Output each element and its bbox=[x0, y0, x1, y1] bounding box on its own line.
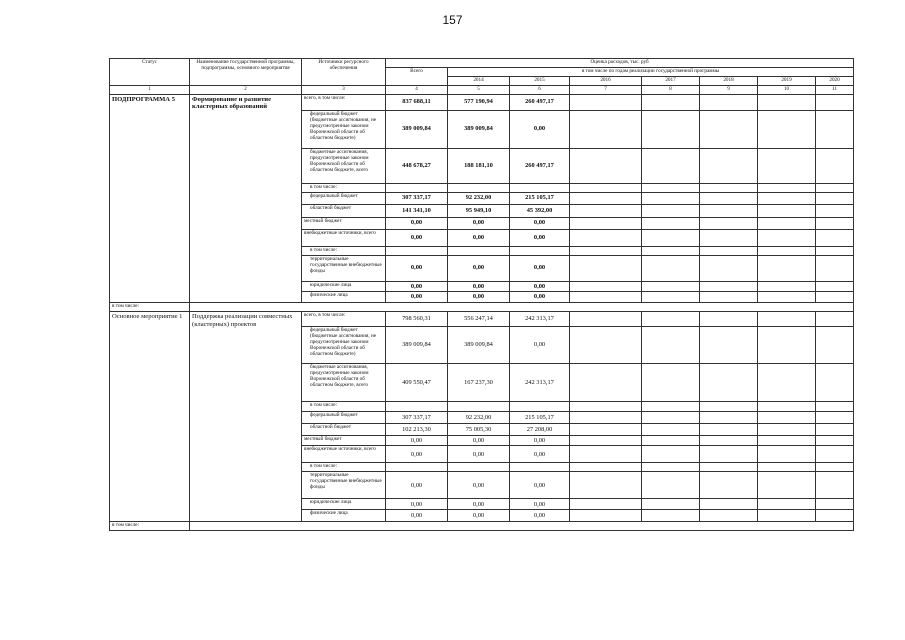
header-year: 2019 bbox=[758, 76, 816, 85]
empty-year-cell bbox=[758, 229, 816, 246]
value-cell-y2015: 0,00 bbox=[510, 217, 570, 229]
empty-year-cell bbox=[642, 423, 700, 435]
status-cell: ПОДПРОГРАММА 5 bbox=[110, 94, 190, 302]
empty-year-cell bbox=[816, 326, 854, 363]
value-cell-total: 307 337,17 bbox=[386, 192, 448, 204]
empty-year-cell bbox=[642, 204, 700, 217]
empty-year-cell bbox=[700, 435, 758, 445]
value-cell-total: 0,00 bbox=[386, 510, 448, 522]
value-cell-y2015: 0,00 bbox=[510, 326, 570, 363]
value-cell-total bbox=[386, 183, 448, 192]
column-number: 11 bbox=[816, 85, 854, 94]
value-cell-total bbox=[386, 401, 448, 411]
value-cell-y2015: 260 497,17 bbox=[510, 94, 570, 110]
empty-year-cell bbox=[758, 423, 816, 435]
column-number: 1 bbox=[110, 85, 190, 94]
value-cell-total bbox=[386, 463, 448, 472]
empty-year-cell bbox=[642, 291, 700, 302]
empty-year-cell bbox=[816, 510, 854, 522]
empty-year-cell bbox=[700, 192, 758, 204]
source-cell: внебюджетные источники, всего bbox=[302, 446, 386, 463]
value-cell-y2015 bbox=[510, 463, 570, 472]
empty-year-cell bbox=[700, 411, 758, 423]
empty-year-cell bbox=[816, 411, 854, 423]
source-cell: бюджетные ассигнования, предусмотренные законом Воронежской области об областном бюджете, всего bbox=[302, 363, 386, 401]
value-cell-total: 0,00 bbox=[386, 217, 448, 229]
empty-year-cell bbox=[570, 94, 642, 110]
table-row bbox=[110, 311, 854, 326]
empty-year-cell bbox=[570, 435, 642, 445]
value-cell-y2014: 389 009,84 bbox=[448, 326, 510, 363]
value-cell-y2014: 0,00 bbox=[448, 446, 510, 463]
source-cell: федеральный бюджет (бюджетные ассигнования, не предусмотренные законом Воронежской области об областном бюджете) bbox=[302, 110, 386, 148]
source-cell: юридические лица bbox=[302, 281, 386, 291]
empty-year-cell bbox=[816, 463, 854, 472]
empty-year-cell bbox=[700, 204, 758, 217]
empty-year-cell bbox=[700, 281, 758, 291]
empty-year-cell bbox=[700, 446, 758, 463]
empty-year-cell bbox=[758, 499, 816, 510]
empty-year-cell bbox=[570, 148, 642, 183]
name-cell: Формирование и развитие кластерных образований bbox=[190, 94, 302, 302]
header-total: Всего bbox=[386, 67, 448, 85]
column-numbers-row bbox=[110, 85, 854, 94]
empty-year-cell bbox=[570, 246, 642, 255]
source-cell: в том числе: bbox=[302, 183, 386, 192]
empty-year-cell bbox=[816, 291, 854, 302]
empty-year-cell bbox=[758, 435, 816, 445]
empty-year-cell bbox=[570, 229, 642, 246]
empty-year-cell bbox=[570, 472, 642, 499]
value-cell-y2015: 0,00 bbox=[510, 229, 570, 246]
header-by-years: в том числе по годам реализации государственной программы bbox=[448, 67, 854, 76]
value-cell-total: 389 009,84 bbox=[386, 110, 448, 148]
empty-year-cell bbox=[642, 229, 700, 246]
header-status: Статус bbox=[110, 59, 190, 86]
header-row-1 bbox=[110, 59, 854, 68]
value-cell-y2014: 75 005,30 bbox=[448, 423, 510, 435]
empty-year-cell bbox=[700, 183, 758, 192]
column-number: 3 bbox=[302, 85, 386, 94]
empty-year-cell bbox=[758, 217, 816, 229]
value-cell-y2015: 242 313,17 bbox=[510, 363, 570, 401]
including-row bbox=[110, 302, 854, 311]
empty-year-cell bbox=[642, 510, 700, 522]
empty-year-cell bbox=[700, 255, 758, 281]
source-cell: федеральный бюджет bbox=[302, 192, 386, 204]
value-cell-total bbox=[386, 246, 448, 255]
source-cell: территориальные государственные внебюджетные фонды bbox=[302, 472, 386, 499]
empty-year-cell bbox=[570, 183, 642, 192]
empty-year-cell bbox=[816, 217, 854, 229]
empty-year-cell bbox=[700, 510, 758, 522]
empty-year-cell bbox=[816, 401, 854, 411]
empty-year-cell bbox=[642, 217, 700, 229]
source-cell: бюджетные ассигнования, предусмотренные законом Воронежской области об областном бюджете, всего bbox=[302, 148, 386, 183]
empty-year-cell bbox=[570, 281, 642, 291]
empty-year-cell bbox=[642, 183, 700, 192]
empty-year-cell bbox=[570, 446, 642, 463]
empty-year-cell bbox=[758, 363, 816, 401]
column-number: 4 bbox=[386, 85, 448, 94]
empty-year-cell bbox=[700, 463, 758, 472]
empty-year-cell bbox=[816, 255, 854, 281]
empty-year-cell bbox=[758, 281, 816, 291]
value-cell-y2014: 0,00 bbox=[448, 435, 510, 445]
empty-year-cell bbox=[570, 311, 642, 326]
empty-year-cell bbox=[816, 110, 854, 148]
empty-year-cell bbox=[758, 246, 816, 255]
empty-year-cell bbox=[758, 94, 816, 110]
value-cell-total: 0,00 bbox=[386, 281, 448, 291]
header-year: 2015 bbox=[510, 76, 570, 85]
empty-year-cell bbox=[642, 255, 700, 281]
empty-year-cell bbox=[758, 255, 816, 281]
column-number: 10 bbox=[758, 85, 816, 94]
empty-year-cell bbox=[570, 291, 642, 302]
empty-year-cell bbox=[758, 411, 816, 423]
empty-year-cell bbox=[700, 110, 758, 148]
value-cell-total: 448 678,27 bbox=[386, 148, 448, 183]
value-cell-y2014: 95 949,10 bbox=[448, 204, 510, 217]
empty-year-cell bbox=[642, 246, 700, 255]
including-label: в том числе: bbox=[110, 302, 190, 311]
empty-year-cell bbox=[642, 311, 700, 326]
value-cell-total: 0,00 bbox=[386, 472, 448, 499]
source-cell: в том числе: bbox=[302, 463, 386, 472]
empty-year-cell bbox=[570, 423, 642, 435]
empty-year-cell bbox=[758, 472, 816, 499]
source-cell: территориальные государственные внебюджетные фонды bbox=[302, 255, 386, 281]
empty-year-cell bbox=[816, 423, 854, 435]
empty-year-cell bbox=[700, 472, 758, 499]
source-cell: областной бюджет bbox=[302, 423, 386, 435]
budget-table bbox=[109, 58, 854, 531]
empty-year-cell bbox=[700, 499, 758, 510]
empty-year-cell bbox=[570, 326, 642, 363]
empty-year-cell bbox=[816, 363, 854, 401]
empty-year-cell bbox=[642, 411, 700, 423]
header-year: 2018 bbox=[700, 76, 758, 85]
empty-year-cell bbox=[570, 499, 642, 510]
value-cell-y2014: 0,00 bbox=[448, 499, 510, 510]
source-cell: местный бюджет bbox=[302, 217, 386, 229]
empty-year-cell bbox=[816, 435, 854, 445]
source-cell: физические лица bbox=[302, 291, 386, 302]
value-cell-y2015: 0,00 bbox=[510, 510, 570, 522]
value-cell-total: 389 009,84 bbox=[386, 326, 448, 363]
empty-year-cell bbox=[758, 183, 816, 192]
value-cell-y2014: 167 237,30 bbox=[448, 363, 510, 401]
source-cell: местный бюджет bbox=[302, 435, 386, 445]
value-cell-y2015: 0,00 bbox=[510, 435, 570, 445]
value-cell-y2015: 0,00 bbox=[510, 281, 570, 291]
empty-year-cell bbox=[816, 281, 854, 291]
value-cell-y2014: 188 181,10 bbox=[448, 148, 510, 183]
header-year: 2017 bbox=[642, 76, 700, 85]
value-cell-y2015: 215 105,17 bbox=[510, 192, 570, 204]
empty-year-cell bbox=[642, 326, 700, 363]
header-year: 2014 bbox=[448, 76, 510, 85]
including-filler bbox=[190, 522, 854, 531]
value-cell-y2015: 0,00 bbox=[510, 110, 570, 148]
empty-year-cell bbox=[758, 401, 816, 411]
empty-year-cell bbox=[816, 148, 854, 183]
header-name: Наименование государственной программы, подпрограммы, основного мероприятия bbox=[190, 59, 302, 86]
source-cell: областной бюджет bbox=[302, 204, 386, 217]
source-cell: всего, в том числе: bbox=[302, 94, 386, 110]
value-cell-total: 0,00 bbox=[386, 255, 448, 281]
column-number: 2 bbox=[190, 85, 302, 94]
empty-year-cell bbox=[816, 499, 854, 510]
empty-year-cell bbox=[642, 446, 700, 463]
empty-year-cell bbox=[758, 192, 816, 204]
status-cell: Основное мероприятие 1 bbox=[110, 311, 190, 521]
value-cell-total: 141 341,10 bbox=[386, 204, 448, 217]
empty-year-cell bbox=[816, 204, 854, 217]
empty-year-cell bbox=[816, 229, 854, 246]
empty-year-cell bbox=[570, 255, 642, 281]
empty-year-cell bbox=[700, 148, 758, 183]
value-cell-y2014: 0,00 bbox=[448, 281, 510, 291]
empty-year-cell bbox=[758, 110, 816, 148]
value-cell-y2015: 0,00 bbox=[510, 472, 570, 499]
column-number: 5 bbox=[448, 85, 510, 94]
empty-year-cell bbox=[570, 363, 642, 401]
header-year: 2016 bbox=[570, 76, 642, 85]
value-cell-y2014: 0,00 bbox=[448, 255, 510, 281]
header-source: Источники ресурсного обеспечения bbox=[302, 59, 386, 86]
empty-year-cell bbox=[816, 192, 854, 204]
empty-year-cell bbox=[642, 281, 700, 291]
empty-year-cell bbox=[758, 463, 816, 472]
empty-year-cell bbox=[700, 326, 758, 363]
value-cell-y2015: 0,00 bbox=[510, 291, 570, 302]
value-cell-y2014: 389 009,84 bbox=[448, 110, 510, 148]
value-cell-y2015: 0,00 bbox=[510, 446, 570, 463]
header-year: 2020 bbox=[816, 76, 854, 85]
empty-year-cell bbox=[642, 499, 700, 510]
including-label: в том числе: bbox=[110, 522, 190, 531]
value-cell-y2015: 0,00 bbox=[510, 499, 570, 510]
value-cell-y2015 bbox=[510, 246, 570, 255]
empty-year-cell bbox=[816, 446, 854, 463]
value-cell-total: 0,00 bbox=[386, 446, 448, 463]
empty-year-cell bbox=[816, 183, 854, 192]
value-cell-y2014: 0,00 bbox=[448, 217, 510, 229]
empty-year-cell bbox=[570, 510, 642, 522]
empty-year-cell bbox=[700, 94, 758, 110]
empty-year-cell bbox=[642, 472, 700, 499]
table-row bbox=[110, 94, 854, 110]
value-cell-total: 0,00 bbox=[386, 499, 448, 510]
value-cell-y2014 bbox=[448, 246, 510, 255]
empty-year-cell bbox=[570, 204, 642, 217]
value-cell-y2014: 92 232,00 bbox=[448, 192, 510, 204]
source-cell: внебюджетные источники, всего bbox=[302, 229, 386, 246]
empty-year-cell bbox=[642, 110, 700, 148]
value-cell-y2015: 45 392,00 bbox=[510, 204, 570, 217]
value-cell-y2014: 0,00 bbox=[448, 510, 510, 522]
empty-year-cell bbox=[642, 148, 700, 183]
value-cell-total: 102 213,30 bbox=[386, 423, 448, 435]
empty-year-cell bbox=[700, 229, 758, 246]
empty-year-cell bbox=[758, 291, 816, 302]
empty-year-cell bbox=[642, 435, 700, 445]
empty-year-cell bbox=[570, 192, 642, 204]
empty-year-cell bbox=[816, 94, 854, 110]
source-cell: физические лица bbox=[302, 510, 386, 522]
column-number: 6 bbox=[510, 85, 570, 94]
empty-year-cell bbox=[758, 148, 816, 183]
value-cell-total: 798 560,31 bbox=[386, 311, 448, 326]
including-row bbox=[110, 522, 854, 531]
empty-year-cell bbox=[758, 326, 816, 363]
empty-year-cell bbox=[758, 204, 816, 217]
column-number: 7 bbox=[570, 85, 642, 94]
value-cell-y2015: 215 105,17 bbox=[510, 411, 570, 423]
value-cell-y2015: 242 313,17 bbox=[510, 311, 570, 326]
empty-year-cell bbox=[758, 311, 816, 326]
column-number: 9 bbox=[700, 85, 758, 94]
empty-year-cell bbox=[700, 363, 758, 401]
value-cell-y2015: 260 497,17 bbox=[510, 148, 570, 183]
source-cell: в том числе: bbox=[302, 401, 386, 411]
empty-year-cell bbox=[642, 463, 700, 472]
empty-year-cell bbox=[570, 401, 642, 411]
header-estimate: Оценка расходов, тыс. руб bbox=[386, 59, 854, 68]
value-cell-total: 0,00 bbox=[386, 229, 448, 246]
value-cell-y2014: 556 247,14 bbox=[448, 311, 510, 326]
value-cell-total: 409 550,47 bbox=[386, 363, 448, 401]
value-cell-total: 837 688,11 bbox=[386, 94, 448, 110]
empty-year-cell bbox=[700, 217, 758, 229]
name-cell: Поддержка реализации совместных (кластерных) проектов bbox=[190, 311, 302, 521]
empty-year-cell bbox=[642, 192, 700, 204]
value-cell-y2014 bbox=[448, 183, 510, 192]
empty-year-cell bbox=[816, 472, 854, 499]
value-cell-y2014: 577 190,94 bbox=[448, 94, 510, 110]
column-number: 8 bbox=[642, 85, 700, 94]
empty-year-cell bbox=[700, 423, 758, 435]
empty-year-cell bbox=[700, 246, 758, 255]
empty-year-cell bbox=[700, 311, 758, 326]
value-cell-total: 307 337,17 bbox=[386, 411, 448, 423]
value-cell-y2015 bbox=[510, 183, 570, 192]
empty-year-cell bbox=[758, 510, 816, 522]
source-cell: федеральный бюджет bbox=[302, 411, 386, 423]
including-filler bbox=[190, 302, 854, 311]
value-cell-y2014 bbox=[448, 401, 510, 411]
empty-year-cell bbox=[758, 446, 816, 463]
value-cell-y2014: 0,00 bbox=[448, 291, 510, 302]
source-cell: в том числе: bbox=[302, 246, 386, 255]
value-cell-y2015: 0,00 bbox=[510, 255, 570, 281]
value-cell-y2014: 92 232,00 bbox=[448, 411, 510, 423]
empty-year-cell bbox=[642, 401, 700, 411]
value-cell-y2015 bbox=[510, 401, 570, 411]
empty-year-cell bbox=[642, 94, 700, 110]
value-cell-y2014: 0,00 bbox=[448, 472, 510, 499]
empty-year-cell bbox=[700, 401, 758, 411]
empty-year-cell bbox=[816, 246, 854, 255]
value-cell-y2015: 27 208,00 bbox=[510, 423, 570, 435]
empty-year-cell bbox=[700, 291, 758, 302]
value-cell-total: 0,00 bbox=[386, 291, 448, 302]
empty-year-cell bbox=[570, 411, 642, 423]
empty-year-cell bbox=[570, 463, 642, 472]
value-cell-y2014: 0,00 bbox=[448, 229, 510, 246]
source-cell: всего, в том числе: bbox=[302, 311, 386, 326]
page-number: 157 bbox=[442, 13, 463, 27]
empty-year-cell bbox=[642, 363, 700, 401]
empty-year-cell bbox=[570, 217, 642, 229]
source-cell: федеральный бюджет (бюджетные ассигнования, не предусмотренные законом Воронежской области об областном бюджете) bbox=[302, 326, 386, 363]
value-cell-total: 0,00 bbox=[386, 435, 448, 445]
source-cell: юридические лица bbox=[302, 499, 386, 510]
empty-year-cell bbox=[570, 110, 642, 148]
value-cell-y2014 bbox=[448, 463, 510, 472]
empty-year-cell bbox=[816, 311, 854, 326]
